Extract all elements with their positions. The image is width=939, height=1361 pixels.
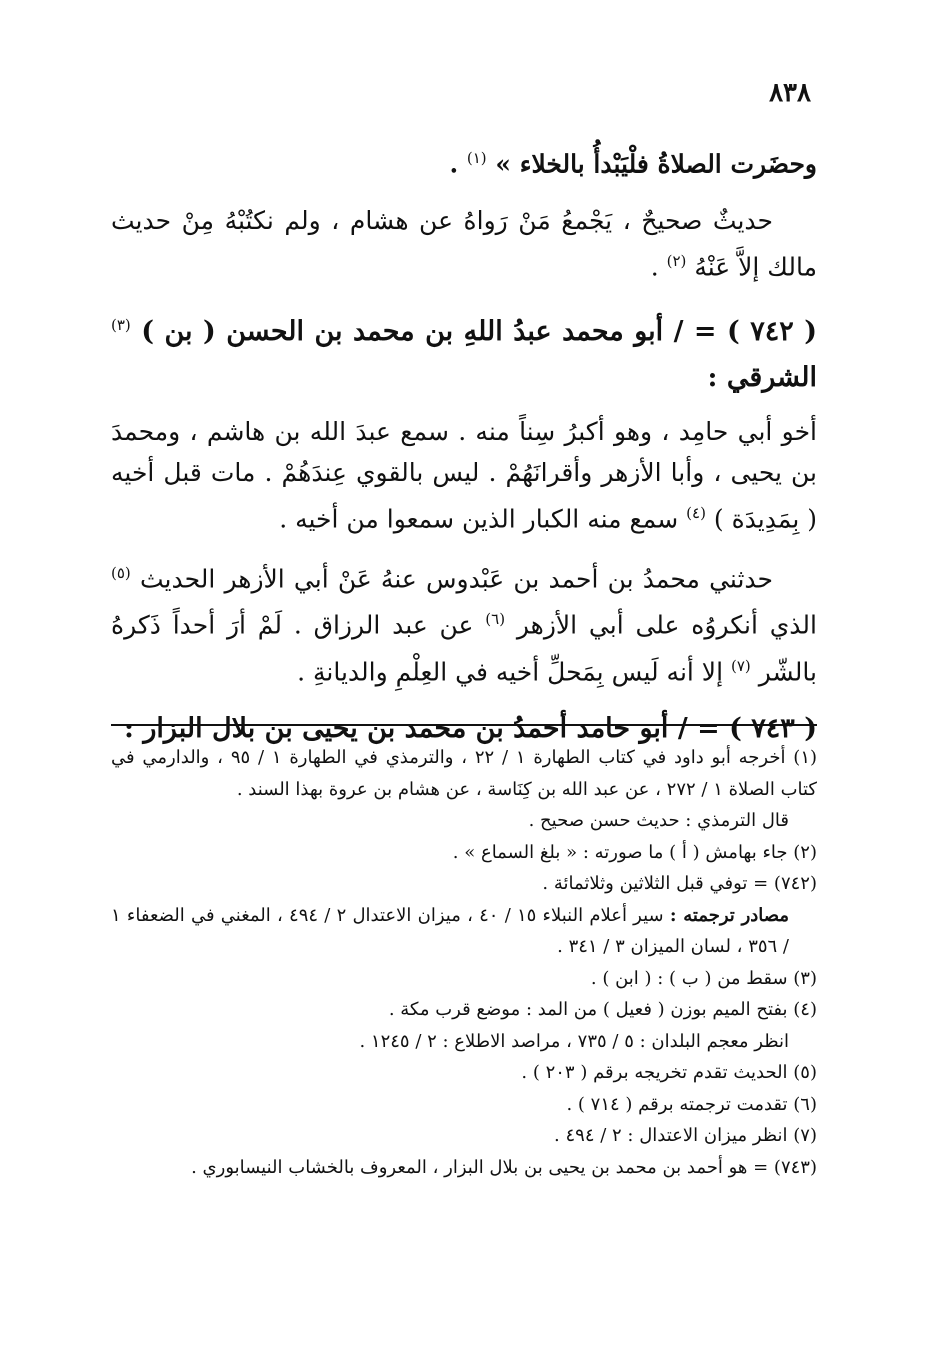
footnote-5: (٥) الحديث تقدم تخريجه برقم ( ٢٠٣ ) . [521, 1062, 817, 1083]
footnote-ref-3: (٣) [111, 315, 131, 334]
paragraph-text: حدثني محمدُ بن أحمد بن عَبْدوس عنهُ عَنْ أبي الأزهر الحديث [139, 564, 773, 594]
paragraph-hadith-note [111, 200, 817, 287]
footnote-ref-6: (٦) [485, 610, 506, 629]
paragraph-end: سمع منه الكبار الذين سمعوا من أخيه . [279, 503, 687, 533]
paragraph-text: الذي أنكروُه على أبي الأزهر [516, 610, 817, 640]
footnote-ref-5: (٥) [111, 563, 131, 582]
footnote-742: (٧٤٢) = توفي قبل الثلاثين وثلاثمائة . [542, 873, 817, 894]
paragraph-text: أخو أبي حامِد ، وهو أكبرُ سِناً منه . سمع عبدَ الله بن هاشم ، ومحمدَ بن يحيى ، وأبا الأزهر وأقرانَهُمْ . ليس بالقوي عِندَهُمْ . مات قبل أخيه ( بِمَدِيدَة ) [111, 416, 817, 533]
paragraph-end: . [650, 252, 667, 282]
page-number: ٨٣٨ [769, 78, 811, 108]
footnote-742-sources [111, 900, 817, 963]
paragraph-hadith-end [111, 138, 817, 184]
footnote-3: (٣) سقط من ( ب ) : ( ابن ) . [590, 967, 817, 989]
main-text [111, 138, 817, 762]
sources-label: مصادر ترجمته : [669, 904, 790, 926]
footnote-2: (٢) جاء بهامش ( أ ) ما صورته : « بلغ السماع » . [452, 841, 817, 863]
paragraph-text: إلا أنه لَيس بِمَحلِّ أخيه في العِلْمِ والديانةِ . [297, 656, 731, 686]
footnote-7: (٧) انظر ميزان الاعتدال : ٢ / ٤٩٤ . [554, 1125, 817, 1146]
heading-text: ( ٧٤٢ ) = / أبو محمد عبدُ اللهِ بن محمد بن الحسن ( بن ) [141, 315, 817, 347]
footnote-divider [111, 724, 817, 726]
sources-list: سير أعلام النبلاء ١٥ / ٤٠ ، ميزان الاعتدال ٢ / ٤٩٤ ، المغني في الضعفاء ١ / ٣٥٦ ، لسان الميزان ٣ / ٣٤١ . [111, 904, 789, 957]
paragraph-text: وحضَرت الصلاةُ فلْيَبْدأُ بالخلاء » [495, 149, 817, 179]
heading-text-end: الشرقي : [707, 361, 817, 393]
footnote-ref-2: (٢) [666, 252, 687, 271]
footnote-4-note: انظر معجم البلدان : ٥ / ٧٣٥ ، مراصد الاطلاع : ٢ / ١٢٤٥ . [359, 1030, 789, 1052]
footnote-4: (٤) بفتح الميم بوزن ( فعيل ) من المد : موضع قرب مكة . [388, 999, 817, 1020]
paragraph-biography [111, 411, 817, 539]
footnote-ref-1: (١) [466, 149, 487, 167]
paragraph-text: عن عبد الرزاق . لَمْ أرَ أحداً ذَكرهُ بالشّر [111, 610, 817, 686]
paragraph-narration [111, 553, 817, 692]
entry-heading-743: ( ٧٤٣ ) = / أبو حامد أحمدُ بن محمد بن يحيى بن بلال البزار : [123, 712, 817, 744]
paragraph-end: . [449, 149, 467, 179]
footnotes [111, 742, 817, 1183]
footnote-743: (٧٤٣) = هو أحمد بن محمد بن يحيى بن بلال البزار ، المعروف بالخشاب النيسابوري . [191, 1156, 817, 1178]
footnote-ref-7: (٧) [730, 656, 751, 675]
paragraph-text: حديثٌ صحيحٌ ، يَجْمعُ مَنْ رَواهُ عن هشام ، ولم نكتُبْهُ مِنْ حديث مالك إلاَّ عَنْهُ [111, 206, 817, 282]
footnote-1-note: قال الترمذي : حديث حسن صحيح . [528, 810, 789, 831]
footnote-6: (٦) تقدمت ترجمته برقم ( ٧١٤ ) . [566, 1093, 817, 1115]
footnote-1: (١) أخرجه أبو داود في كتاب الطهارة ١ / ٢٢ ، والترمذي في الطهارة ١ / ٩٥ ، والدارمي في كتاب الصلاة ١ / ٢٧٢ ، عن عبد الله بن كِنَاسة ، عن هشام بن عروة بهذا السند . [111, 747, 818, 800]
footnote-ref-4: (٤) [686, 503, 706, 522]
entry-heading-742 [111, 302, 817, 401]
